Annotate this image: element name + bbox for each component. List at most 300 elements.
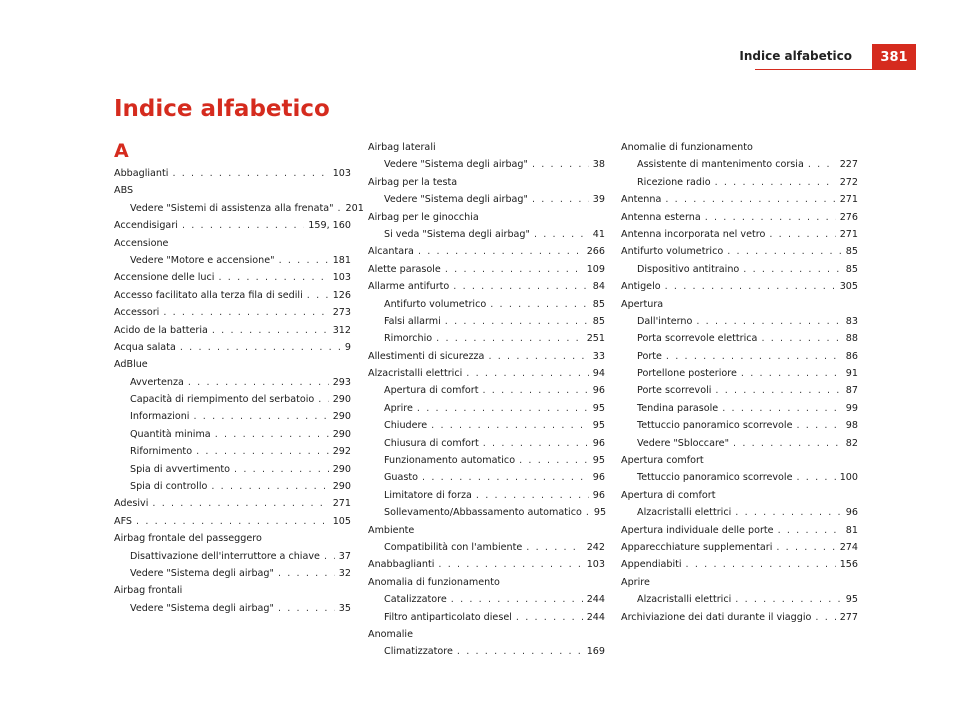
index-subentry — [368, 330, 605, 347]
entry-term: Accensione — [114, 237, 169, 249]
entry-page: 312 — [332, 324, 351, 336]
index-subentry — [621, 313, 858, 330]
index-subentry — [114, 478, 351, 495]
index-subentry — [368, 156, 605, 173]
entry-page: 88 — [845, 333, 858, 345]
dot-leader — [526, 539, 582, 556]
index-subentry — [114, 391, 351, 408]
entry-page: 84 — [592, 281, 605, 293]
entry-term: Antigelo — [621, 281, 661, 293]
index-entry — [114, 339, 351, 356]
dot-leader — [488, 348, 588, 365]
entry-term: Vedere "Sistemi di assistenza alla frenata" — [130, 202, 334, 214]
entry-term: Airbag laterali — [368, 142, 436, 153]
entry-term: Abbaglianti — [114, 168, 169, 179]
entry-page: 94 — [592, 368, 605, 380]
entry-term: Apertura di comfort — [621, 489, 716, 501]
dot-leader — [534, 226, 589, 243]
entry-term: Assistente di mantenimento corsia — [637, 159, 804, 171]
entry-term: Apertura di comfort — [384, 385, 479, 397]
entry-page: 35 — [338, 602, 351, 614]
entry-term: Apertura — [621, 298, 664, 310]
dot-leader — [218, 269, 328, 286]
entry-page: 96 — [592, 437, 605, 449]
entry-term: Anomalia di funzionamento — [368, 576, 500, 588]
index-subentry — [114, 600, 351, 617]
entry-term: Alzacristalli elettrici — [637, 594, 732, 606]
entry-term: ABS — [114, 185, 134, 197]
index-subentry — [621, 504, 858, 521]
entry-page: 201 — [345, 202, 364, 214]
entry-page: 169 — [586, 646, 605, 658]
dot-leader — [417, 400, 589, 417]
dot-leader — [182, 217, 304, 234]
entry-page: 98 — [845, 420, 858, 432]
dot-leader — [307, 287, 329, 304]
entry-term: Accensione delle luci — [114, 272, 215, 284]
index-entry — [114, 322, 351, 339]
entry-term: Anomalie di funzionamento — [621, 142, 753, 153]
entry-term: Antenna incorporata nel vetro — [621, 228, 766, 240]
dot-leader — [438, 556, 582, 573]
entry-page: 38 — [592, 159, 605, 171]
entry-page: 290 — [332, 411, 351, 423]
entry-term: Funzionamento automatico — [384, 455, 516, 467]
index-subentry — [368, 591, 605, 608]
entry-term: Guasto — [384, 472, 419, 484]
entry-page: 91 — [845, 368, 858, 380]
dot-leader — [278, 565, 335, 582]
entry-term: Alzacristalli elettrici — [368, 368, 463, 380]
dot-leader — [532, 191, 589, 208]
entry-term: Apertura individuale delle porte — [621, 524, 774, 536]
index-subentry — [621, 469, 858, 486]
entry-term: Chiusura di comfort — [384, 437, 479, 449]
entry-term: Ambiente — [368, 524, 415, 536]
index-subentry — [114, 408, 351, 425]
entry-term: Airbag frontale del passeggero — [114, 533, 262, 545]
entry-page: 9 — [344, 341, 351, 353]
index-entry — [114, 235, 351, 252]
entry-term: Antifurto volumetrico — [384, 298, 487, 310]
entry-term: Tendina parasole — [637, 402, 719, 414]
dot-leader — [797, 417, 842, 434]
dot-leader — [735, 591, 842, 608]
entry-page: 96 — [592, 472, 605, 484]
index-subentry — [368, 609, 605, 626]
entry-page: 37 — [338, 550, 351, 562]
dot-leader — [815, 609, 835, 626]
entry-page: 290 — [332, 481, 351, 493]
entry-term: Antenna esterna — [621, 211, 701, 223]
dot-leader — [445, 313, 589, 330]
entry-term: Avvertenza — [130, 376, 184, 388]
index-entry — [368, 139, 605, 156]
entry-term: Vedere "Sistema degli airbag" — [384, 194, 528, 206]
dot-leader — [696, 313, 841, 330]
entry-page: 305 — [839, 281, 858, 293]
dot-leader — [431, 417, 589, 434]
entry-term: Spia di avvertimento — [130, 463, 231, 475]
entry-term: Informazioni — [130, 411, 190, 423]
page-title: Indice alfabetico — [114, 96, 330, 122]
index-entry — [368, 348, 605, 365]
entry-page: 290 — [332, 463, 351, 475]
dot-leader — [776, 539, 835, 556]
entry-term: Disattivazione dell'interruttore a chiave — [130, 550, 320, 562]
entry-page: 100 — [839, 472, 858, 484]
entry-page: 103 — [332, 272, 351, 284]
index-entry — [114, 513, 351, 530]
entry-term: Antenna — [621, 194, 662, 206]
index-subentry — [621, 382, 858, 399]
index-entry — [114, 356, 351, 373]
dot-leader — [665, 278, 836, 295]
index-entry — [368, 522, 605, 539]
entry-term: Quantità minima — [130, 428, 211, 440]
dot-leader — [422, 469, 589, 486]
index-entry — [621, 452, 858, 469]
index-entry — [114, 495, 351, 512]
entry-page: 85 — [845, 246, 858, 258]
entry-term: Climatizzatore — [384, 646, 453, 658]
entry-page: 273 — [332, 307, 351, 319]
entry-term: AFS — [114, 515, 133, 527]
dot-leader — [727, 243, 842, 260]
entry-term: Filtro antiparticolato diesel — [384, 611, 512, 623]
index-column-3 — [621, 139, 858, 626]
entry-page: 276 — [839, 211, 858, 223]
index-subentry — [368, 226, 605, 243]
index-entry — [114, 165, 351, 182]
index-entry — [368, 574, 605, 591]
entry-term: Anomalie — [368, 628, 413, 640]
index-entry — [114, 217, 351, 234]
index-subentry — [114, 461, 351, 478]
entry-page: 290 — [332, 394, 351, 406]
entry-term: Sollevamento/Abbassamento automatico — [384, 507, 582, 519]
dot-leader — [152, 495, 328, 512]
index-entry — [368, 209, 605, 226]
dot-leader — [453, 278, 589, 295]
index-subentry — [114, 565, 351, 582]
dot-leader — [457, 643, 583, 660]
index-entry — [368, 261, 605, 278]
entry-page: 156 — [839, 559, 858, 571]
index-subentry — [621, 156, 858, 173]
index-subentry — [368, 469, 605, 486]
dot-leader — [686, 556, 836, 573]
entry-term: Accesso facilitato alla terza fila di sedili — [114, 289, 303, 301]
entry-page: 244 — [586, 611, 605, 623]
index-entry — [621, 191, 858, 208]
dot-leader — [136, 513, 329, 530]
index-subentry — [368, 452, 605, 469]
index-subentry — [621, 365, 858, 382]
section-letter: A — [114, 140, 129, 162]
dot-leader — [519, 452, 589, 469]
dot-leader — [436, 330, 583, 347]
index-entry — [368, 243, 605, 260]
entry-page: 272 — [839, 176, 858, 188]
entry-page: 271 — [839, 194, 858, 206]
page-number: 381 — [872, 44, 916, 70]
dot-leader — [418, 243, 583, 260]
index-subentry — [114, 548, 351, 565]
entry-page: 290 — [332, 428, 351, 440]
entry-term: Alette parasole — [368, 263, 441, 275]
index-subentry — [368, 313, 605, 330]
dot-leader — [797, 469, 836, 486]
index-entry — [621, 487, 858, 504]
entry-term: Accendisigari — [114, 220, 178, 232]
dot-leader — [715, 174, 836, 191]
index-column-2 — [368, 139, 605, 661]
entry-page: 181 — [332, 254, 351, 266]
entry-page: 109 — [586, 263, 605, 275]
dot-leader — [808, 156, 836, 173]
entry-page: 271 — [839, 228, 858, 240]
dot-leader — [445, 261, 583, 278]
dot-leader — [466, 365, 589, 382]
index-subentry — [621, 261, 858, 278]
dot-leader — [743, 261, 841, 278]
entry-page: 251 — [586, 333, 605, 345]
entry-term: Airbag per la testa — [368, 176, 458, 188]
entry-term: Vedere "Sbloccare" — [637, 437, 730, 449]
entry-page: 126 — [332, 289, 351, 301]
dot-leader — [715, 382, 841, 399]
index-subentry — [114, 200, 364, 217]
index-entry — [114, 182, 351, 199]
dot-leader — [180, 339, 341, 356]
entry-page: 39 — [592, 194, 605, 206]
dot-leader — [318, 391, 328, 408]
entry-page: 159, 160 — [308, 220, 351, 232]
index-subentry — [368, 487, 605, 504]
entry-term: Rifornimento — [130, 446, 193, 458]
entry-term: Porte scorrevoli — [637, 385, 712, 397]
index-subentry — [368, 296, 605, 313]
index-subentry — [621, 435, 858, 452]
index-subentry — [368, 435, 605, 452]
dot-leader — [586, 504, 590, 521]
entry-term: Anabbaglianti — [368, 559, 435, 571]
entry-term: Falsi allarmi — [384, 315, 441, 327]
entry-page: 274 — [839, 541, 858, 553]
dot-leader — [476, 487, 589, 504]
entry-term: Antifurto volumetrico — [621, 246, 724, 258]
dot-leader — [188, 374, 329, 391]
entry-page: 105 — [332, 515, 351, 527]
index-subentry — [368, 400, 605, 417]
index-subentry — [368, 417, 605, 434]
dot-leader — [279, 252, 329, 269]
index-entry — [621, 539, 858, 556]
index-subentry — [368, 539, 605, 556]
entry-term: Vedere "Motore e accensione" — [130, 254, 275, 266]
dot-leader — [532, 156, 589, 173]
dot-leader — [163, 304, 328, 321]
entry-page: 244 — [586, 594, 605, 606]
dot-leader — [482, 382, 588, 399]
entry-term: Rimorchio — [384, 333, 433, 345]
entry-page: 103 — [332, 168, 351, 179]
entry-term: Adesivi — [114, 498, 149, 510]
entry-page: 242 — [586, 541, 605, 553]
index-subentry — [621, 591, 858, 608]
index-entry — [368, 278, 605, 295]
entry-term: Porta scorrevole elettrica — [637, 333, 758, 345]
index-subentry — [621, 348, 858, 365]
dot-leader — [234, 461, 329, 478]
entry-term: Alcantara — [368, 246, 414, 258]
entry-term: Aprire — [384, 402, 413, 414]
entry-term: Dall'interno — [637, 315, 693, 327]
entry-term: Apertura comfort — [621, 455, 704, 467]
index-subentry — [114, 374, 351, 391]
entry-page: 87 — [845, 385, 858, 397]
entry-term: Catalizzatore — [384, 594, 447, 606]
dot-leader — [705, 209, 836, 226]
entry-term: Capacità di riempimento del serbatoio — [130, 394, 315, 406]
entry-page: 82 — [845, 437, 858, 449]
dot-leader — [451, 591, 583, 608]
index-entry — [114, 582, 351, 599]
entry-term: Appendiabiti — [621, 559, 682, 571]
entry-page: 277 — [839, 611, 858, 623]
entry-term: Ricezione radio — [637, 176, 711, 188]
index-entry — [621, 278, 858, 295]
entry-page: 95 — [592, 455, 605, 467]
dot-leader — [211, 478, 328, 495]
entry-term: Vedere "Sistema degli airbag" — [130, 567, 274, 579]
index-entry — [621, 243, 858, 260]
entry-page: 99 — [845, 402, 858, 414]
entry-page: 266 — [586, 246, 605, 258]
entry-page: 95 — [592, 402, 605, 414]
entry-page: 96 — [845, 507, 858, 519]
index-entry — [368, 365, 605, 382]
index-subentry — [114, 252, 351, 269]
entry-page: 227 — [839, 159, 858, 171]
entry-page: 85 — [845, 263, 858, 275]
dot-leader — [278, 600, 335, 617]
index-entry — [621, 226, 858, 243]
entry-term: Airbag frontali — [114, 585, 183, 597]
entry-page: 96 — [592, 385, 605, 397]
dot-leader — [172, 165, 328, 182]
entry-term: Acido de la batteria — [114, 324, 208, 336]
entry-page: 32 — [338, 567, 351, 579]
dot-leader — [516, 609, 583, 626]
entry-term: Portellone posteriore — [637, 368, 737, 380]
dot-leader — [324, 548, 335, 565]
dot-leader — [741, 365, 842, 382]
dot-leader — [338, 200, 342, 217]
entry-term: Acqua salata — [114, 341, 176, 353]
entry-term: Vedere "Sistema degli airbag" — [130, 602, 274, 614]
entry-term: Dispositivo antitraino — [637, 263, 740, 275]
dot-leader — [778, 522, 842, 539]
entry-term: Vedere "Sistema degli airbag" — [384, 159, 528, 171]
index-entry — [621, 522, 858, 539]
index-subentry — [368, 191, 605, 208]
index-subentry — [621, 174, 858, 191]
dot-leader — [666, 348, 842, 365]
entry-term: Limitatore di forza — [384, 489, 472, 501]
dot-leader — [215, 426, 329, 443]
dot-leader — [769, 226, 835, 243]
entry-term: Accessori — [114, 307, 160, 319]
index-entry — [114, 304, 351, 321]
index-entry — [621, 609, 858, 626]
header-rule — [755, 69, 872, 70]
entry-term: Alzacristalli elettrici — [637, 507, 732, 519]
index-entry — [621, 574, 858, 591]
entry-page: 95 — [593, 507, 607, 519]
index-entry — [114, 287, 351, 304]
entry-page: 81 — [845, 524, 858, 536]
entry-term: Aprire — [621, 576, 650, 588]
entry-term: Archiviazione dei dati durante il viaggio — [621, 611, 812, 623]
index-subentry — [368, 504, 605, 521]
entry-page: 293 — [332, 376, 351, 388]
entry-page: 292 — [332, 446, 351, 458]
dot-leader — [761, 330, 841, 347]
dot-leader — [735, 504, 842, 521]
entry-term: Tettuccio panoramico scorrevole — [637, 420, 793, 432]
index-entry — [368, 556, 605, 573]
entry-page: 103 — [586, 559, 605, 571]
index-column-1 — [114, 165, 364, 617]
entry-term: Porte — [637, 350, 662, 362]
index-subentry — [114, 443, 351, 460]
entry-term: Si veda "Sistema degli airbag" — [384, 228, 530, 240]
index-entry — [368, 174, 605, 191]
entry-term: Spia di controllo — [130, 481, 208, 493]
dot-leader — [483, 435, 589, 452]
entry-term: Apparecchiature supplementari — [621, 541, 773, 553]
index-subentry — [621, 417, 858, 434]
dot-leader — [196, 443, 329, 460]
index-subentry — [621, 400, 858, 417]
index-entry — [621, 556, 858, 573]
index-subentry — [114, 426, 351, 443]
index-entry — [368, 626, 605, 643]
entry-page: 271 — [332, 498, 351, 510]
dot-leader — [733, 435, 842, 452]
entry-term: Allestimenti di sicurezza — [368, 350, 485, 362]
entry-page: 85 — [592, 315, 605, 327]
entry-page: 96 — [592, 489, 605, 501]
running-title: Indice alfabetico — [739, 49, 852, 63]
index-entry — [114, 269, 351, 286]
index-entry — [114, 530, 351, 547]
entry-term: Chiudere — [384, 420, 428, 432]
entry-term: Allarme antifurto — [368, 281, 450, 293]
entry-page: 86 — [845, 350, 858, 362]
dot-leader — [665, 191, 835, 208]
dot-leader — [193, 408, 328, 425]
index-entry — [621, 296, 858, 313]
entry-page: 95 — [845, 594, 858, 606]
entry-page: 83 — [845, 315, 858, 327]
dot-leader — [212, 322, 329, 339]
entry-page: 95 — [592, 420, 605, 432]
entry-page: 33 — [592, 350, 605, 362]
dot-leader — [490, 296, 589, 313]
